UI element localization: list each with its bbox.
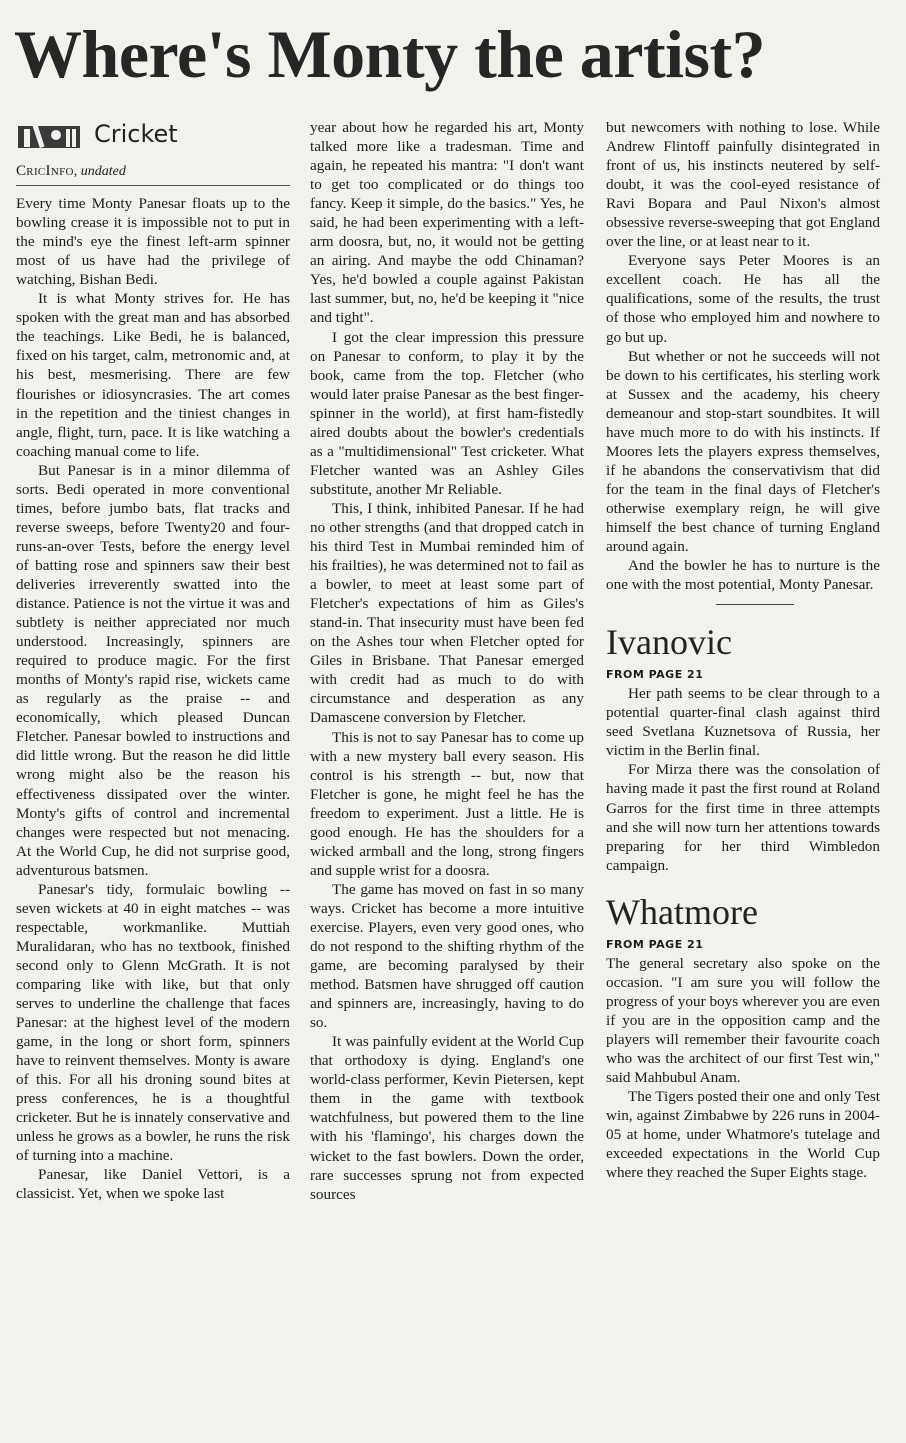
paragraph: Panesar, like Daniel Vettori, is a classicist. Yet, when we spoke last xyxy=(16,1166,290,1203)
ivanovic-jump-line: FROM PAGE 21 xyxy=(606,668,704,682)
paragraph: This is not to say Panesar has to come up with a new mystery ball every season. His control is his strength -- but, now that Fletcher is gone, he might feel he has the freedom to experiment. Just a little. He is good enough. He has the shoulders for a wicked armball and the long, strong fingers and supple wrist for a doosra. xyxy=(310,728,584,879)
paragraph: For Mirza there was the consolation of having made it past the first round at Roland Garros for the first time in three attempts and she will now turn her attentions towards preparing for her third Wimbledon campaign. xyxy=(606,761,880,874)
byline-date: undated xyxy=(80,164,126,179)
section-name: Cricket xyxy=(94,120,178,149)
paragraph: And the bowler he has to nurture is the one with the most potential, Monty Panesar. xyxy=(606,557,880,594)
column-2 xyxy=(310,118,584,1204)
source-name: CricInfo xyxy=(16,163,74,179)
paragraph: but newcomers with nothing to lose. While Andrew Flintoff painfully disintegrated in front of us, his instincts neutered by self-doubt, it was the cool-eyed resistance of Ravi Bopara and Paul Nixon's almost obsessive reverse-sweeping that got England over the line, or at least near to it. xyxy=(606,119,880,251)
paragraph: Panesar's tidy, formulaic bowling -- seven wickets at 40 in eight matches -- was respectable, workmanlike. Muttiah Muralidaran, who has no textbook, finished second only to Glenn McGrath. It is not comparing like with like, but that only serves to underline the challenge that faces Panesar: at the highest level of the modern game, in the long or short form, spinners have to reinvent themselves. Monty is aware of this. For all his droning sound bites at press conferences, he is a thoughtful cricketer. But he is innately conservative and unless he grows as a bowler, he runs the risk of turning into a machine. xyxy=(16,880,290,1165)
section-label xyxy=(16,116,290,154)
paragraph: It was painfully evident at the World Cup that orthodoxy is dying. England's one world-class performer, Kevin Pietersen, kept them in the game with textbook watchfulness, but powered them to the line with his 'flamingo', his charges down the wicket to the fast bowlers. Down the order, rare successes sprung not from expected sources xyxy=(310,1033,584,1203)
paragraph: But whether or not he succeeds will not be down to his certificates, his sterling work at Sussex and the academy, his cheery demeanour and stop-start soundbites. It will have much more to do with his instincts. If Moores lets the players express themselves, if he abandons the conservativism that did for the team in the final days of Fletcher's otherwise exemplary reign, he will give himself the best chance of turning England around again. xyxy=(606,347,880,556)
column-1 xyxy=(16,116,290,1204)
paragraph: It is what Monty strives for. He has spoken with the great man and has absorbed the teachings. Like Bedi, he is balanced, fixed on his target, calm, metronomic and, at his best, mesmerising. There are few flourishes or idiosyncrasies. The art comes in the repetition and the tiniest changes in angle, flight, turn, pace. It is like watching a coaching manual come to life. xyxy=(16,290,290,460)
cricket-bat-ball-icon xyxy=(16,120,86,150)
column-3 xyxy=(606,118,880,1182)
paragraph: Her path seems to be clear through to a potential quarter-final clash against third seed Svetlana Kuznetsova of Russia, her victim in the Berlin final. xyxy=(606,685,880,760)
paragraph: This, I think, inhibited Panesar. If he had no other strengths (and that dropped catch in his third Test in Mumbai reminded him of his frailties), he was determined not to fail as a bowler, to meet at least some part of Fletcher's expectations of him as Giles's stand-in. That insecurity must have been fed on the Ashes tour when Fletcher opted for Giles in Brisbane. That Panesar emerged with credit had as much to do with circumstance and desperation as any Damascene conversion by Fletcher. xyxy=(310,499,584,727)
paragraph: The Tigers posted their one and only Test win, against Zimbabwe by 226 runs in 2004-05 at home, under Whatmore's tutelage and exceeded expectations in the World Cup where they reached the Super Eights stage. xyxy=(606,1088,880,1182)
paragraph: Every time Monty Panesar floats up to the bowling crease it is impossible not to put in the mind's eye the finest left-arm spinner most of us have had the privilege of watching, Bishan Bedi. xyxy=(16,195,290,289)
whatmore-heading: Whatmore xyxy=(606,891,758,932)
paragraph: But Panesar is in a minor dilemma of sorts. Bedi operated in more conventional times, before jumbo bats, flat tracks and reverse sweeps, before Twenty20 and four-runs-an-over Tests, before the energy level of batting rose and spinners saw their best deliveries irreverently swatted into the distance. Patience is not the virtue it was and subtlety is neither appreciated nor much understood. Increasingly, spinners are required to produce magic. For the first months of Monty's rapid rise, wickets came as regularly as the praise -- and economically, which pleased Duncan Fletcher. Panesar bowled to instructions and did little wrong. But the reason he did little wrong might also be the reason his effectiveness dissipated over the winter. Monty's gifts of control and incremental changes were respected but not menacing. At the World Cup, he did not surprise good, adventurous batsmen. xyxy=(16,461,290,879)
paragraph: year about how he regarded his art, Monty talked more like a tradesman. Time and again, he repeated his mantra: "I don't want to get too complicated or do things too fancy. Keep it simple, do the basics." Yes, he said, he had been experimenting with a left-arm doosra, but, no, it would not be getting an airing. And maybe the odd Chinaman? Yes, he'd bowled a couple against Pakistan last summer, but, no, he'd be keeping it "nice and tight". xyxy=(310,119,584,327)
paragraph: The game has moved on fast in so many ways. Cricket has become a more intuitive exercise. Players, even very good ones, who do not respond to the shifting rhythm of the game, are becoming paralysed by their method. Batsmen have shrugged off caution and spinners are, increasingly, having to do so. xyxy=(310,880,584,1032)
byline-divider xyxy=(16,185,290,186)
article-end-rule xyxy=(716,604,794,605)
paragraph: Everyone says Peter Moores is an excellent coach. He has all the qualifications, some of the results, the trust of those who employed him and nowhere to go but up. xyxy=(606,252,880,346)
headline: Where's Monty the artist? xyxy=(14,16,766,92)
paragraph: The general secretary also spoke on the occasion. "I am sure you will follow the progress of your boys wherever you are even if you are in the opposition camp and the players will remember their favourite coach who was the architect of our first Test win," said Mahbubul Anam. xyxy=(606,954,880,1087)
whatmore-jump-line: FROM PAGE 21 xyxy=(606,937,704,951)
ivanovic-heading: Ivanovic xyxy=(606,622,732,663)
paragraph: I got the clear impression this pressure on Panesar to conform, to play it by the book, came from the top. Fletcher (who would later praise Panesar as the best finger-spinner in the world), at first ham-fistedly aired doubts about the bowler's credentials as a "multidimensional" Test cricketer. What Fletcher wanted was an Ashley Giles substitute, another Mr Reliable. xyxy=(310,328,584,498)
byline: CricInfo, undated xyxy=(16,163,126,179)
